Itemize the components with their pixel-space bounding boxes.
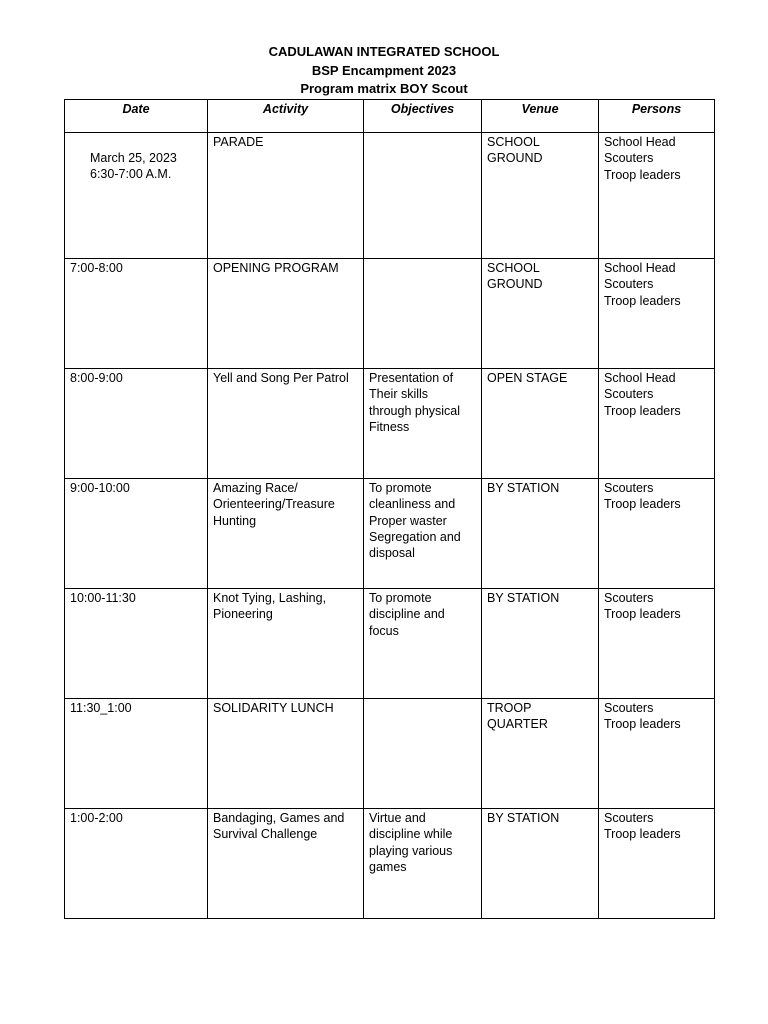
persons-cell: Scouters Troop leaders: [599, 809, 715, 919]
objectives-cell: To promote discipline and focus: [364, 589, 482, 699]
event-title: BSP Encampment 2023: [311, 62, 457, 78]
date-cell: 9:00-10:00: [65, 479, 208, 589]
table-row: [65, 479, 715, 589]
date-cell: 1:00-2:00: [65, 809, 208, 919]
venue-cell: BY STATION: [482, 809, 599, 919]
venue-cell: BY STATION: [482, 589, 599, 699]
table-row: [65, 369, 715, 479]
table-header-row: [65, 100, 715, 133]
venue-cell: TROOP QUARTER: [482, 699, 599, 809]
activity-cell: OPENING PROGRAM: [208, 259, 364, 369]
activity-cell: Bandaging, Games and Survival Challenge: [208, 809, 364, 919]
column-header-objectives: Objectives: [364, 100, 482, 133]
activity-cell: Amazing Race/ Orienteering/Treasure Hunting: [208, 479, 364, 589]
table-row: [65, 133, 715, 259]
document-header: [0, 43, 768, 99]
school-name: CADULAWAN INTEGRATED SCHOOL: [268, 44, 500, 59]
persons-cell: School Head Scouters Troop leaders: [599, 259, 715, 369]
activity-cell: SOLIDARITY LUNCH: [208, 699, 364, 809]
table-row: [65, 589, 715, 699]
program-matrix-table: [64, 99, 715, 919]
column-header-persons: Persons: [599, 100, 715, 133]
column-header-venue: Venue: [482, 100, 599, 133]
activity-cell: Knot Tying, Lashing, Pioneering: [208, 589, 364, 699]
table-row: [65, 809, 715, 919]
venue-cell: BY STATION: [482, 479, 599, 589]
objectives-cell: [364, 259, 482, 369]
date-cell: 7:00-8:00: [65, 259, 208, 369]
date-cell: March 25, 2023 6:30-7:00 A.M.: [65, 133, 208, 259]
table-row: [65, 699, 715, 809]
objectives-cell: Virtue and discipline while playing various games: [364, 809, 482, 919]
column-header-date: Date: [65, 100, 208, 133]
objectives-cell: [364, 699, 482, 809]
activity-cell: PARADE: [208, 133, 364, 259]
persons-cell: Scouters Troop leaders: [599, 479, 715, 589]
venue-cell: OPEN STAGE: [482, 369, 599, 479]
venue-cell: SCHOOL GROUND: [482, 133, 599, 259]
table-row: [65, 259, 715, 369]
objectives-cell: Presentation of Their skills through physical Fitness: [364, 369, 482, 479]
objectives-cell: [364, 133, 482, 259]
activity-cell: Yell and Song Per Patrol: [208, 369, 364, 479]
date-cell: 10:00-11:30: [65, 589, 208, 699]
persons-cell: School Head Scouters Troop leaders: [599, 369, 715, 479]
program-subtitle: Program matrix BOY Scout: [300, 81, 468, 96]
persons-cell: Scouters Troop leaders: [599, 589, 715, 699]
persons-cell: School Head Scouters Troop leaders: [599, 133, 715, 259]
persons-cell: Scouters Troop leaders: [599, 699, 715, 809]
date-cell: 8:00-9:00: [65, 369, 208, 479]
venue-cell: SCHOOL GROUND: [482, 259, 599, 369]
objectives-cell: To promote cleanliness and Proper waster Segregation and disposal: [364, 479, 482, 589]
date-cell: 11:30_1:00: [65, 699, 208, 809]
column-header-activity: Activity: [208, 100, 364, 133]
